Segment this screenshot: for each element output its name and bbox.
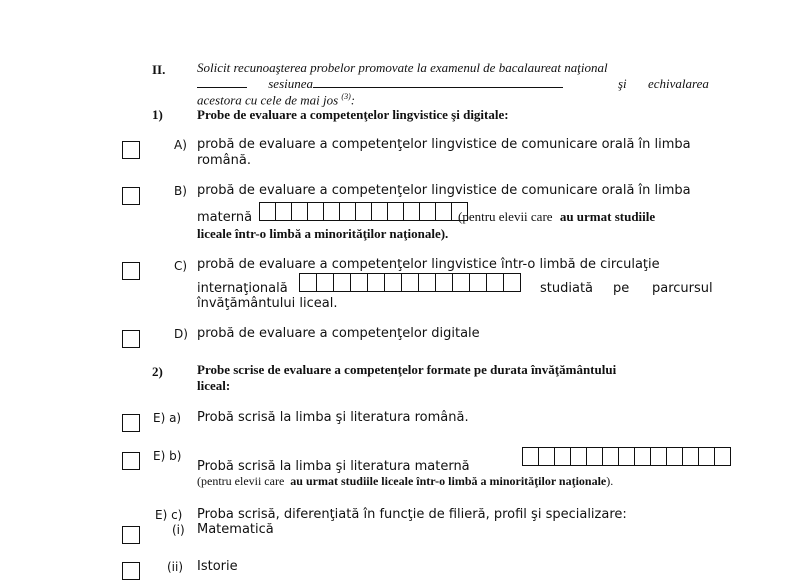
sub1-number: (i) (172, 523, 185, 537)
intro-line-1: Solicit recunoaşterea probelor promovate la examenul de bacalaureat naţional (197, 60, 608, 75)
item-c-line-1: probă de evaluare a competenţelor lingvistice într-o limbă de circulaţie (197, 257, 660, 272)
checkbox-item-d[interactable] (122, 330, 140, 348)
blank-year[interactable] (197, 76, 247, 88)
item-eb-note-end: ). (606, 474, 614, 488)
checkbox-item-eb[interactable] (122, 452, 140, 470)
sub1-text: Matematică (197, 522, 274, 537)
intro-si: şi (618, 76, 627, 91)
item-eb-note-bold: au urmat studiile liceale într-o limbă a minorităţilor naţionale (290, 474, 607, 488)
item-ec-text: Proba scrisă, diferenţiată în funcţie de filieră, profil şi specializare: (197, 507, 627, 522)
language-grid-eb[interactable] (522, 447, 731, 466)
item-c-line-3: învăţământului liceal. (197, 296, 338, 311)
item-b-letter: B) (174, 184, 187, 198)
group1-number: 1) (152, 107, 163, 122)
item-c-studiata: studiată (540, 281, 594, 296)
item-b-bold-2: liceale într-o limbă a minorităţilor naţionale (197, 226, 441, 241)
item-a-line-2: română. (197, 153, 251, 168)
checkbox-istorie[interactable] (122, 562, 140, 580)
language-grid-b[interactable] (259, 202, 468, 221)
group2-heading-2: liceal: (197, 378, 231, 393)
blank-session[interactable] (313, 76, 563, 88)
item-b-line-1: probă de evaluare a competenţelor lingvistice de comunicare orală în limba (197, 183, 691, 198)
intro-line-2 (197, 76, 563, 92)
item-b-paren-text: (pentru elevii care (458, 209, 553, 224)
item-b-materna: maternă (197, 210, 253, 225)
sesiunea-label: sesiunea (268, 76, 314, 91)
item-d-letter: D) (174, 327, 188, 341)
sub2-number: (ii) (167, 560, 184, 574)
intro-line-3-text: acestora cu cele de mai jos (197, 92, 339, 108)
intro-echivalarea: echivalarea (648, 76, 709, 91)
section-number: II. (152, 62, 166, 77)
item-c-parcursul: parcursul (652, 281, 713, 296)
item-a-line-1: probă de evaluare a competenţelor lingvistice de comunicare orală în limba (197, 137, 691, 152)
item-eb-note-start: (pentru elevii care (197, 474, 285, 488)
item-eb-note (197, 474, 613, 489)
group2-number: 2) (152, 364, 163, 379)
item-eb-letter: E) b) (153, 449, 182, 463)
item-ea-text: Probă scrisă la limba şi literatura română. (197, 410, 469, 425)
language-grid-c[interactable] (299, 273, 521, 292)
item-c-letter: C) (174, 259, 188, 273)
item-b-bold-1: au urmat studiile (559, 209, 656, 224)
checkbox-item-c[interactable] (122, 262, 140, 280)
checkbox-item-b[interactable] (122, 187, 140, 205)
group1-heading: Probe de evaluare a competenţelor lingvistice şi digitale: (197, 107, 509, 122)
item-ec-letter: E) c) (155, 508, 183, 522)
intro-line-3 (197, 92, 355, 108)
intro-colon: : (350, 92, 356, 108)
item-b-paren (458, 209, 655, 225)
item-a-letter: A) (174, 138, 187, 152)
item-c-pe: pe (613, 281, 630, 296)
item-eb-text: Probă scrisă la limba şi literatura maternă (197, 459, 470, 474)
group2-heading-1: Probe scrise de evaluare a competenţelor formate pe durata învăţământului (197, 362, 617, 377)
item-ea-letter: E) a) (153, 411, 182, 425)
checkbox-item-a[interactable] (122, 141, 140, 159)
checkbox-item-ea[interactable] (122, 414, 140, 432)
item-c-internationala: internaţională (197, 281, 288, 296)
sub2-text: Istorie (197, 559, 238, 574)
checkbox-matematica[interactable] (122, 526, 140, 544)
item-b-close: ). (440, 226, 449, 241)
item-b-line-3 (197, 226, 448, 242)
intro-footnote: (3) (341, 92, 351, 101)
item-d-text: probă de evaluare a competenţelor digitale (197, 326, 480, 341)
